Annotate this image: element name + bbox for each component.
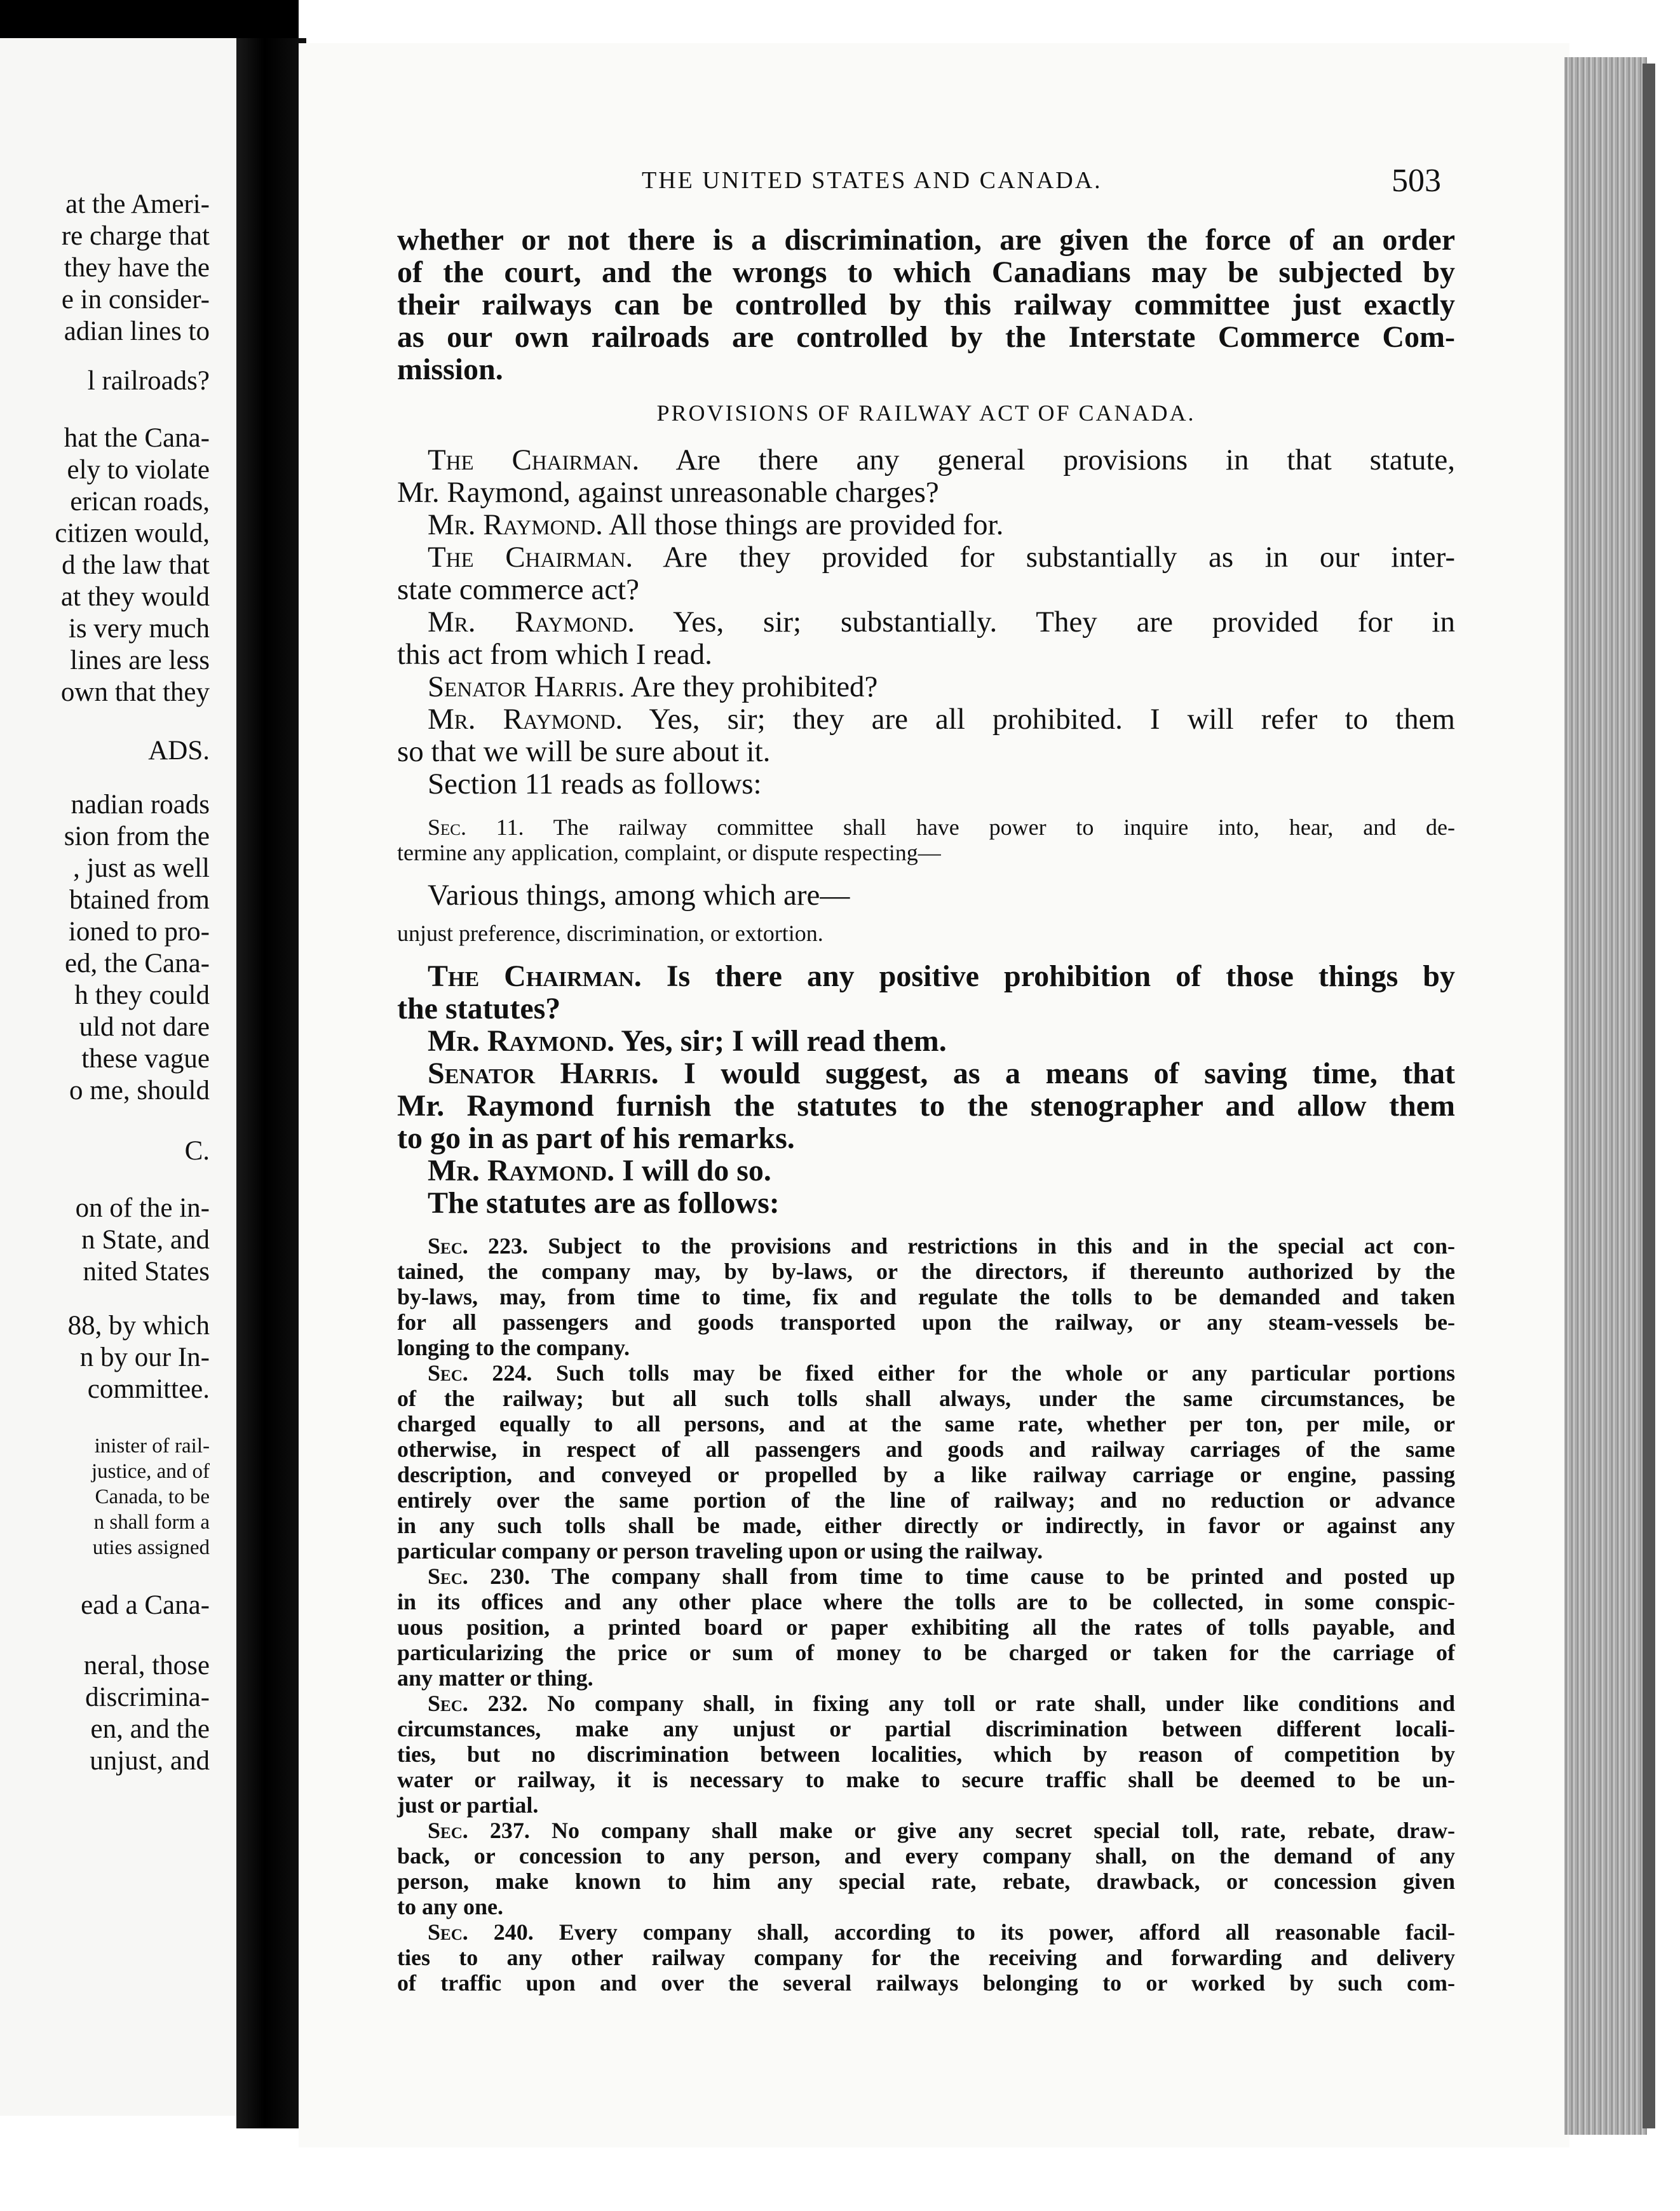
page-number: 503 bbox=[1392, 163, 1441, 199]
text-line: their railways can be controlled by this railway committee just exactly bbox=[397, 288, 1455, 321]
dialogue-line: Mr. Raymond. I will do so. bbox=[428, 1154, 771, 1187]
dialogue-line: Mr. Raymond. All those things are provided for. bbox=[428, 508, 1004, 541]
statute-line: charged equally to all persons, and at the same rate, whether per ton, per mile, or bbox=[397, 1411, 1455, 1437]
prev-page-line: at the Ameri- bbox=[65, 189, 210, 219]
prev-page-line: h they could bbox=[74, 980, 210, 1010]
dialogue-line: Senator Harris. Are they prohibited? bbox=[428, 670, 878, 703]
prev-page-line: o me, should bbox=[69, 1076, 210, 1106]
speaker: The Chairman. bbox=[428, 443, 640, 477]
speaker: Senator Harris. bbox=[428, 1057, 659, 1090]
statute-line: of traffic upon and over the several railways belonging to or worked by such com- bbox=[397, 1970, 1455, 1996]
statute-sec224 bbox=[397, 1360, 1455, 1564]
prev-page-line: neral, those bbox=[83, 1651, 210, 1680]
prev-page-line: btained from bbox=[69, 885, 210, 915]
statutes-block bbox=[397, 1233, 1455, 1996]
prev-page-line: lines are less bbox=[70, 646, 210, 675]
dialogue-line: the statutes? bbox=[397, 992, 561, 1025]
speaker: Mr. Raymond. bbox=[428, 1154, 615, 1187]
prev-page-line: en, and the bbox=[90, 1714, 210, 1744]
statute-line: termine any application, complaint, or dispute respecting— bbox=[397, 840, 941, 865]
statute-line: in its offices and any other place where the tolls are to be collected, in some conspic- bbox=[397, 1589, 1455, 1614]
dialogue-line: to go in as part of his remarks. bbox=[397, 1121, 795, 1155]
prev-page-line: citizen would, bbox=[55, 518, 210, 548]
speaker: Mr. Raymond. bbox=[428, 508, 603, 541]
prev-page-line: these vague bbox=[81, 1044, 210, 1074]
binding-band bbox=[0, 0, 299, 43]
prev-page-line: committee. bbox=[87, 1374, 210, 1404]
statute-line: particular company or person traveling upon or using the railway. bbox=[397, 1538, 1043, 1564]
statute-line: back, or concession to any person, and every company shall, on the demand of any bbox=[397, 1843, 1455, 1869]
prev-page-line: justice, and of bbox=[91, 1460, 210, 1483]
statute-line: Sec. 237. No company shall make or give any secret special toll, rate, rebate, draw- bbox=[428, 1818, 1455, 1843]
statute-sec230 bbox=[397, 1564, 1455, 1691]
prev-page-line: ead a Cana- bbox=[81, 1590, 210, 1620]
prev-page-line: e in consider- bbox=[61, 285, 210, 314]
running-head: THE UNITED STATES AND CANADA. bbox=[642, 167, 1102, 194]
prev-page-line: discrimina- bbox=[85, 1682, 210, 1712]
prev-page-line: uld not dare bbox=[79, 1012, 210, 1042]
section-label: Sec. 232. bbox=[428, 1691, 528, 1716]
text-line: of the court, and the wrongs to which Canadians may be subjected by bbox=[397, 255, 1455, 289]
dialogue-line: The Chairman. Is there any positive prohibition of those things by bbox=[428, 959, 1456, 993]
speaker: Mr. Raymond. bbox=[428, 1024, 615, 1058]
statute-line: longing to the company. bbox=[397, 1335, 630, 1360]
book-gutter bbox=[236, 38, 306, 2128]
intro-paragraph bbox=[397, 224, 1455, 386]
speaker: Senator Harris. bbox=[428, 670, 625, 703]
statute-line: person, make known to him any special rate, rebate, drawback, or concession given bbox=[397, 1869, 1455, 1894]
dialogue-line: so that we will be sure about it. bbox=[397, 735, 771, 768]
prev-page-line: re charge that bbox=[61, 221, 210, 251]
prev-page-line: Canada, to be bbox=[95, 1485, 210, 1508]
prev-page-line: hat the Cana- bbox=[64, 423, 210, 453]
page-edge-shadow bbox=[1643, 64, 1655, 2128]
statute-line: Sec. 223. Subject to the provisions and restrictions in this and in the special act con- bbox=[428, 1233, 1455, 1259]
section-label: Sec. 223. bbox=[428, 1233, 529, 1259]
prev-page-line: is very much bbox=[68, 614, 210, 644]
dialogue-line: Senator Harris. I would suggest, as a means of saving time, that bbox=[428, 1057, 1455, 1090]
prev-page-line: l railroads? bbox=[87, 366, 210, 396]
section-label: Sec. 237. bbox=[428, 1818, 530, 1843]
text-line: as our own railroads are controlled by the Interstate Commerce Com- bbox=[397, 320, 1455, 354]
prev-page-line: erican roads, bbox=[70, 487, 210, 517]
section-label: Sec. 11. bbox=[428, 815, 524, 840]
statute-line: circumstances, make any unjust or partial discrimination between different locali- bbox=[397, 1716, 1455, 1741]
speaker: The Chairman. bbox=[428, 959, 642, 993]
prev-page-line: d the law that bbox=[62, 550, 210, 580]
page-text bbox=[397, 224, 1455, 1996]
prev-page-line: they have the bbox=[64, 253, 210, 283]
dialogue-line: Mr. Raymond furnish the statutes to the stenographer and allow them bbox=[397, 1089, 1455, 1123]
speaker: Mr. Raymond. bbox=[428, 703, 623, 736]
prev-page-line: uties assigned bbox=[92, 1536, 210, 1559]
dialogue-line: The statutes are as follows: bbox=[428, 1186, 780, 1220]
text-line: whether or not there is a discrimination, are given the force of an order bbox=[397, 223, 1455, 257]
statute-line: Sec. 240. Every company shall, according to its power, afford all reasonable facil- bbox=[428, 1919, 1455, 1945]
statute-line: Sec. 11. The railway committee shall have power to inquire into, hear, and de- bbox=[428, 815, 1455, 840]
prev-page-line: C. bbox=[184, 1136, 210, 1166]
statute-line: of the railway; but all such tolls shall always, under the same circumstances, be bbox=[397, 1386, 1455, 1411]
statute-line: to any one. bbox=[397, 1894, 504, 1919]
prev-page-line: 88, by which bbox=[67, 1311, 210, 1341]
prev-page-line: sion from the bbox=[64, 822, 210, 851]
dialogue-line: The Chairman. Are they provided for substantially as in our inter- bbox=[428, 541, 1455, 574]
prev-page-line: own that they bbox=[60, 677, 210, 707]
statute-line: entirely over the same portion of the line of railway; and no reduction or advance bbox=[397, 1487, 1455, 1513]
prev-page-line: nadian roads bbox=[71, 790, 210, 820]
prev-page-line: ed, the Cana- bbox=[64, 949, 210, 978]
dialogue-2 bbox=[397, 960, 1455, 1219]
statute-line: any matter or thing. bbox=[397, 1665, 593, 1691]
section-label: Sec. 224. bbox=[428, 1360, 532, 1386]
statute-sec223 bbox=[397, 1233, 1455, 1360]
statute-line: uous position, a printed board or paper exhibiting all the rates of tolls payable, and bbox=[397, 1614, 1455, 1640]
speaker: Mr. Raymond. bbox=[428, 605, 635, 639]
statute-line: just or partial. bbox=[397, 1792, 539, 1818]
prev-page-line: adian lines to bbox=[64, 316, 210, 346]
statute-sec237 bbox=[397, 1818, 1455, 1919]
statute-line: for all passengers and goods transported upon the railway, or any steam-vessels be- bbox=[397, 1309, 1455, 1335]
prev-page-line: n shall form a bbox=[93, 1511, 210, 1534]
page-edges bbox=[1564, 57, 1647, 2135]
section-label: Sec. 230. bbox=[428, 1564, 531, 1589]
section-heading: PROVISIONS OF RAILWAY ACT OF CANADA. bbox=[656, 400, 1196, 426]
dialogue-line: Mr. Raymond. Yes, sir; they are all prohibited. I will refer to them bbox=[428, 703, 1455, 736]
section-label: Sec. 240. bbox=[428, 1919, 534, 1945]
statute-line: otherwise, in respect of all passengers and goods and railway carriages of the same bbox=[397, 1437, 1455, 1462]
prev-page-line: ioned to pro- bbox=[68, 917, 210, 947]
various-line: Various things, among which are— bbox=[428, 879, 850, 912]
prev-page-line: ADS. bbox=[148, 736, 210, 766]
dialogue-line: Mr. Raymond. Yes, sir; I will read them. bbox=[428, 1024, 947, 1058]
prev-page-line: on of the in- bbox=[75, 1193, 210, 1223]
statute-line: ties, but no discrimination between localities, which by reason of competition by bbox=[397, 1741, 1455, 1767]
dialogue-line: The Chairman. Are there any general provisions in that statute, bbox=[428, 443, 1456, 477]
statute-line: description, and conveyed or propelled by a like railway carriage or engine, passing bbox=[397, 1462, 1455, 1487]
prev-page-line: n by our In- bbox=[79, 1342, 210, 1372]
dialogue-line: this act from which I read. bbox=[397, 638, 712, 671]
statute-line: in any such tolls shall be made, either directly or indirectly, in favor or against any bbox=[397, 1513, 1455, 1538]
dialogue-line: Mr. Raymond, against unreasonable charges? bbox=[397, 476, 939, 509]
dialogue-line: Section 11 reads as follows: bbox=[428, 767, 762, 801]
prev-page-line: n State, and bbox=[81, 1225, 210, 1255]
statute-sec240 bbox=[397, 1919, 1455, 1996]
statute-quote-sec11 bbox=[397, 815, 1455, 865]
statute-line: Sec. 224. Such tolls may be fixed either for the whole or any particular portions bbox=[428, 1360, 1455, 1386]
statute-sec232 bbox=[397, 1691, 1455, 1818]
prev-page-line: unjust, and bbox=[90, 1746, 210, 1776]
unjust-line: unjust preference, discrimination, or extortion. bbox=[397, 921, 823, 946]
speaker: The Chairman. bbox=[428, 541, 633, 574]
statute-line: Sec. 232. No company shall, in fixing any toll or rate shall, under like conditions and bbox=[428, 1691, 1455, 1716]
dialogue bbox=[397, 444, 1455, 801]
prev-page-line: at they would bbox=[60, 582, 210, 612]
dialogue-line: state commerce act? bbox=[397, 573, 639, 606]
statute-line: ties to any other railway company for the receiving and forwarding and delivery bbox=[397, 1945, 1455, 1970]
statute-line: tained, the company may, by by-laws, or the directors, if thereunto authorized by the bbox=[397, 1259, 1455, 1284]
statute-line: particularizing the price or sum of money to be charged or taken for the carriage of bbox=[397, 1640, 1455, 1665]
prev-page-line: nited States bbox=[83, 1257, 210, 1287]
prev-page-line: ely to violate bbox=[67, 455, 210, 485]
dialogue-line: Mr. Raymond. Yes, sir; substantially. They are provided for in bbox=[428, 605, 1455, 639]
statute-line: water or railway, it is necessary to make to secure traffic shall be deemed to be un- bbox=[397, 1767, 1455, 1792]
statute-line: Sec. 230. The company shall from time to time cause to be printed and posted up bbox=[428, 1564, 1455, 1589]
prev-page-line: , just as well bbox=[73, 853, 210, 883]
text-line: mission. bbox=[397, 353, 503, 386]
prev-page-line: inister of rail- bbox=[94, 1435, 210, 1457]
statute-line: by-laws, may, from time to time, fix and regulate the tolls to be demanded and taken bbox=[397, 1284, 1455, 1309]
